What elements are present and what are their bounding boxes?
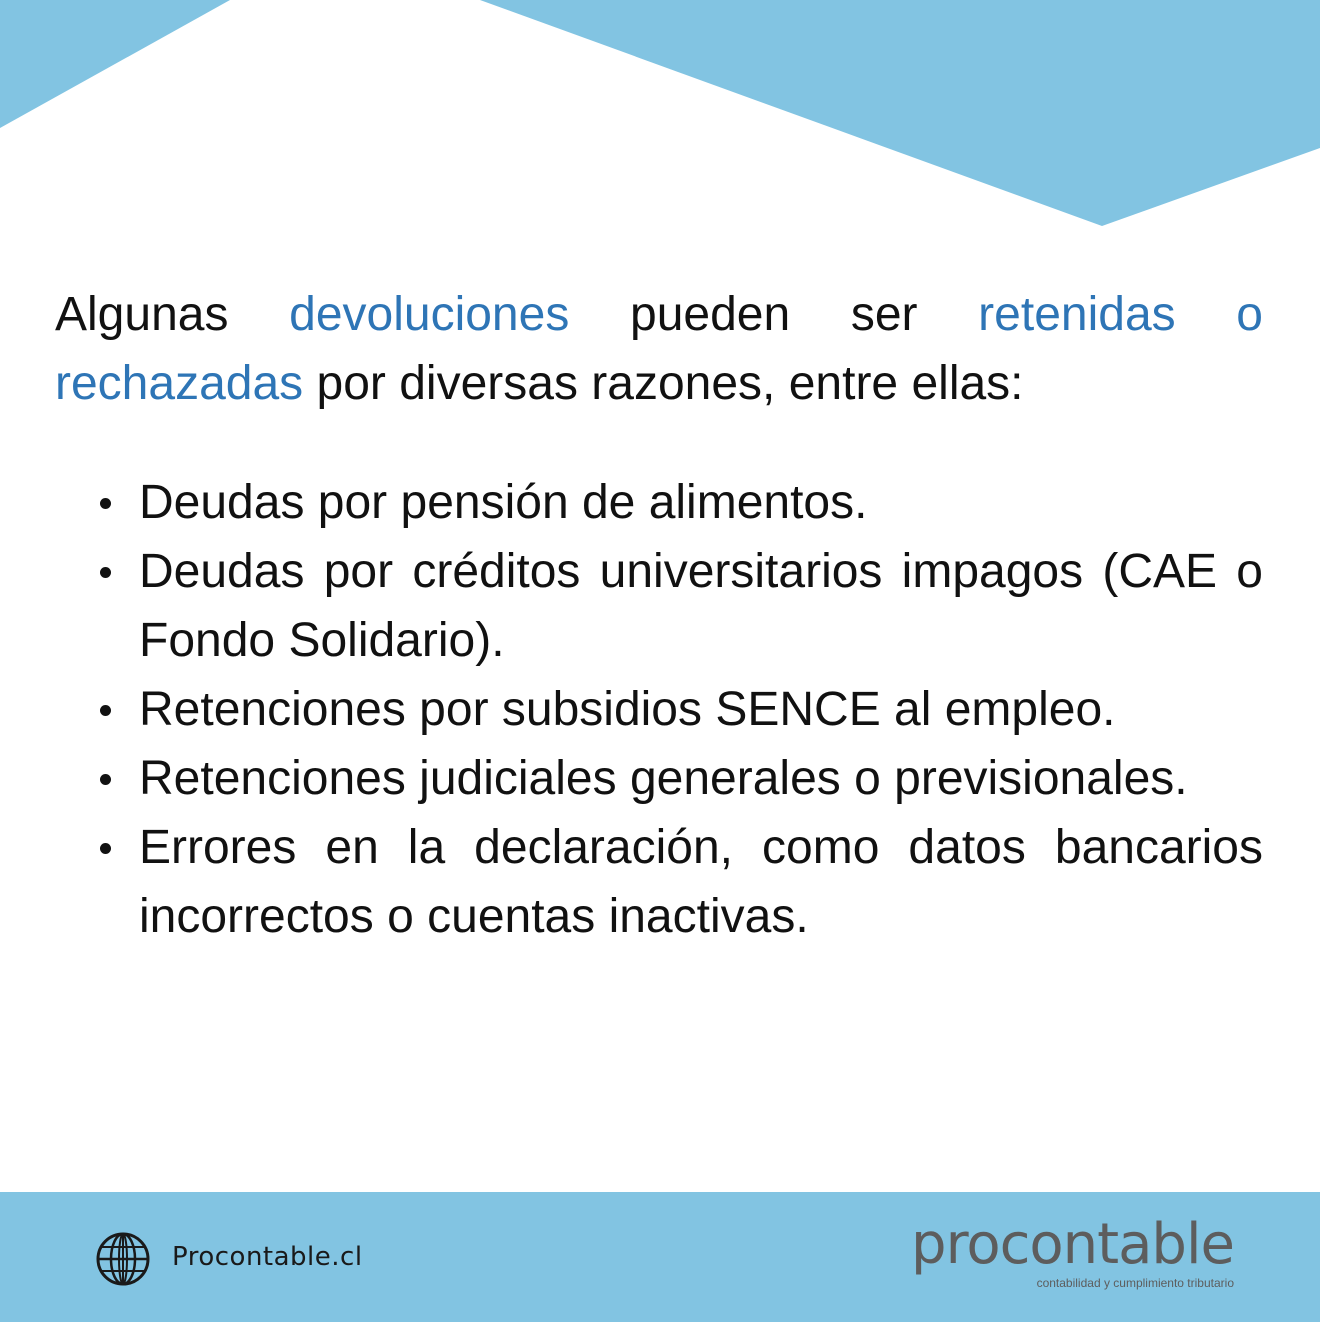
website-link[interactable]: Procontable.cl bbox=[172, 1242, 363, 1272]
intro-paragraph bbox=[55, 280, 1263, 418]
intro-highlight-retenidas: retenidas o rechazadas bbox=[55, 288, 1263, 410]
globe-icon bbox=[96, 1232, 150, 1286]
intro-text-2: pueden ser bbox=[569, 288, 979, 341]
top-right-shape bbox=[480, 0, 1320, 226]
brand-logo bbox=[900, 1214, 1234, 1290]
brand-name: procontable bbox=[911, 1212, 1234, 1277]
bullet-icon bbox=[100, 498, 111, 509]
main-content bbox=[55, 280, 1263, 951]
reason-text: Deudas por créditos universitarios impagos (CAE o Fondo Solidario). bbox=[139, 545, 1263, 667]
intro-highlight-devoluciones: devoluciones bbox=[289, 288, 570, 341]
bullet-icon bbox=[100, 705, 111, 716]
bullet-icon bbox=[100, 843, 111, 854]
list-item bbox=[139, 744, 1263, 813]
reason-text: Errores en la declaración, como datos bancarios incorrectos o cuentas inactivas. bbox=[139, 821, 1263, 943]
brand-tagline: contabilidad y cumplimiento tributario bbox=[1036, 1276, 1234, 1290]
bullet-icon bbox=[100, 567, 111, 578]
reason-text: Retenciones por subsidios SENCE al empleo. bbox=[139, 683, 1116, 736]
reason-text: Retenciones judiciales generales o previsionales. bbox=[139, 752, 1188, 805]
reasons-list bbox=[55, 468, 1263, 951]
footer-bar bbox=[0, 1192, 1320, 1322]
list-item bbox=[139, 675, 1263, 744]
intro-text-3: por diversas razones, entre ellas: bbox=[303, 357, 1024, 410]
list-item bbox=[139, 537, 1263, 675]
top-left-shape bbox=[0, 0, 230, 128]
list-item bbox=[139, 813, 1263, 951]
top-decoration bbox=[0, 0, 1320, 230]
reason-text: Deudas por pensión de alimentos. bbox=[139, 476, 868, 529]
bullet-icon bbox=[100, 774, 111, 785]
list-item bbox=[139, 468, 1263, 537]
intro-text-1: Algunas bbox=[55, 288, 290, 341]
